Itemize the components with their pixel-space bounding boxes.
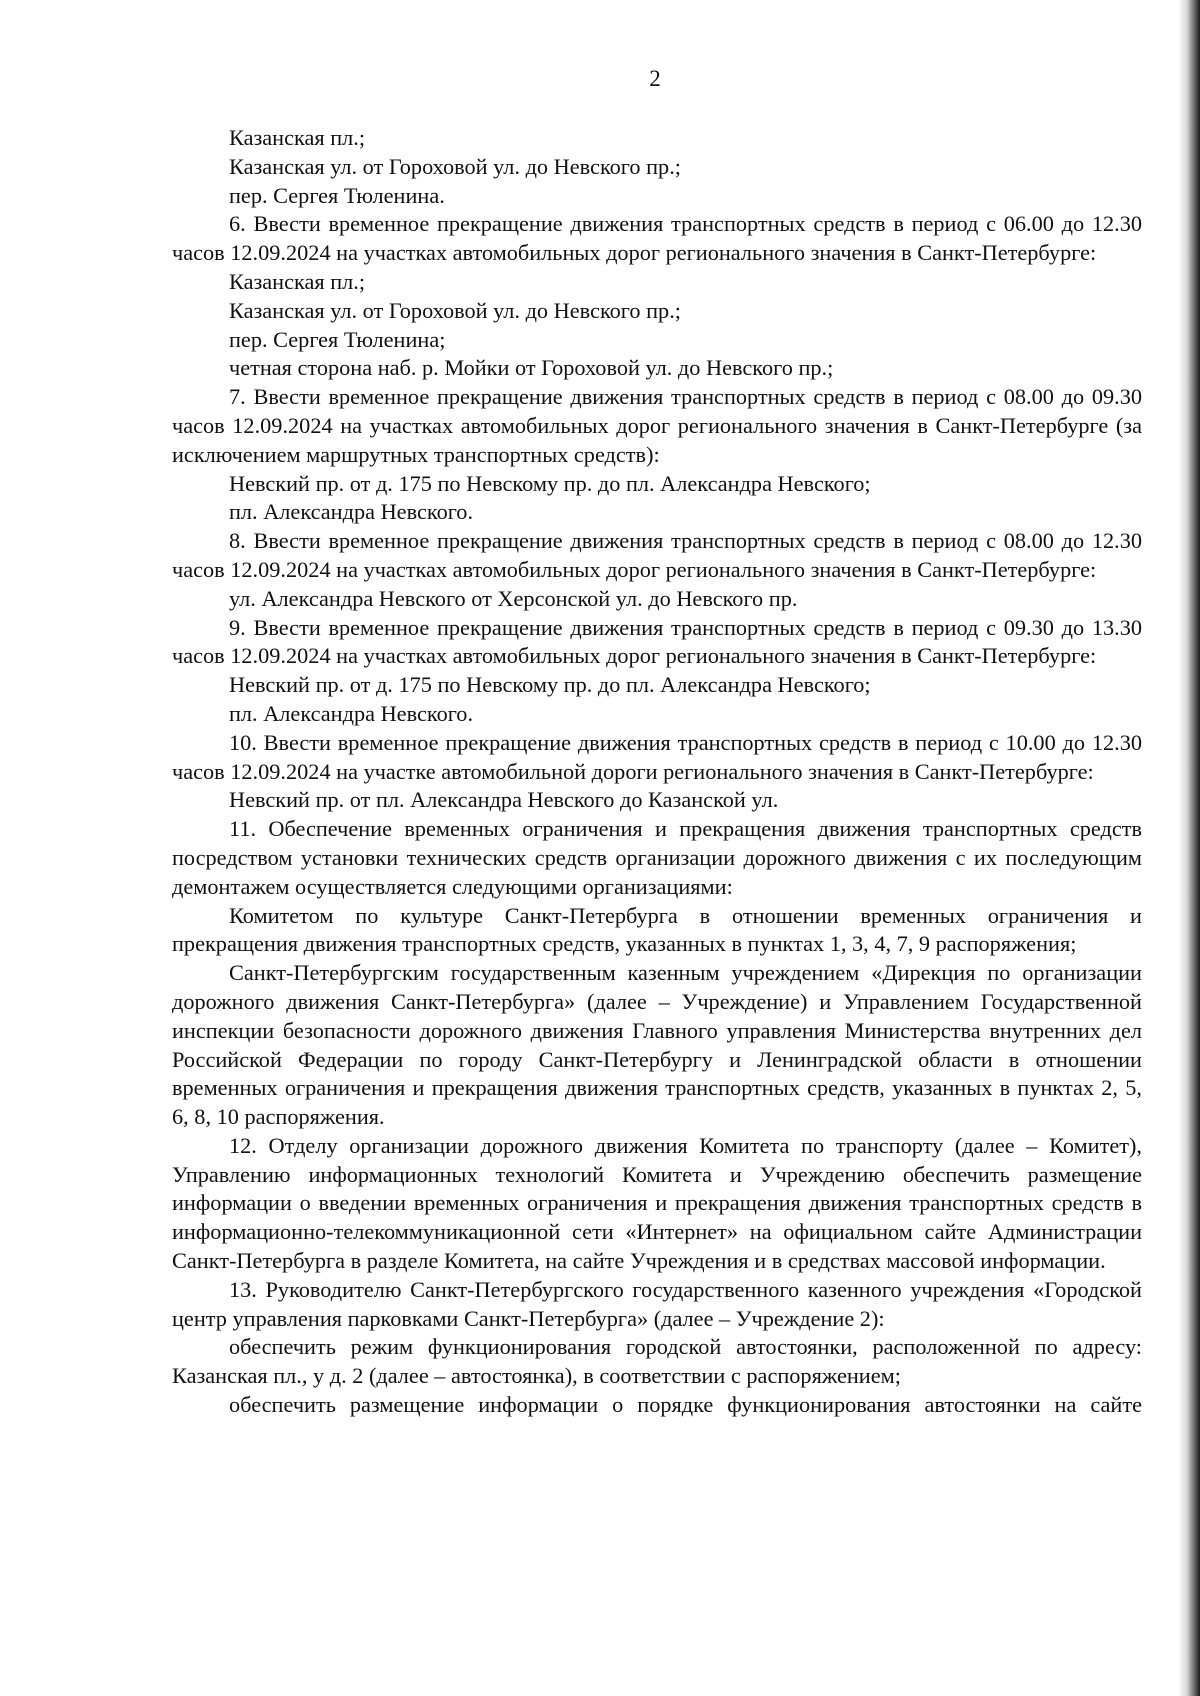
paragraph: Комитетом по культуре Санкт-Петербурга в отношении временных ограничения и прекращения движения транспортных средств, указанных в пунктах 1, 3, 4, 7, 9 распоряжения; bbox=[172, 902, 1142, 957]
list-line: Казанская пл.; bbox=[229, 268, 366, 294]
list-line: Казанская ул. от Гороховой ул. до Невского пр.; bbox=[229, 153, 681, 179]
list-line: Казанская пл.; bbox=[229, 125, 366, 150]
scan-edge-shadow bbox=[1178, 0, 1200, 1696]
paragraph: 8. Ввести временное прекращение движения транспортных средств в период с 08.00 до 12.30 часов 12.09.2024 на участках автомобильных дорог регионального значения в Санкт-Петербурге: bbox=[172, 528, 1142, 582]
list-line: пер. Сергея Тюленина; bbox=[229, 326, 446, 352]
list-line: Казанская ул. от Гороховой ул. до Невского пр.; bbox=[229, 297, 681, 323]
list-line: Невский пр. от д. 175 по Невскому пр. до пл. Александра Невского; bbox=[229, 470, 871, 496]
paragraph: 9. Ввести временное прекращение движения транспортных средств в период с 09.30 до 13.30 часов 12.09.2024 на участках автомобильных дорог регионального значения в Санкт-Петербурге: bbox=[172, 614, 1142, 669]
list-line: Невский пр. от д. 175 по Невскому пр. до пл. Александра Невского; bbox=[229, 672, 871, 698]
paragraph: обеспечить размещение информации о порядке функционирования автостоянки на сайте bbox=[229, 1392, 1142, 1418]
list-line: пер. Сергея Тюленина. bbox=[229, 182, 445, 208]
paragraph: обеспечить режим функционирования городской автостоянки, расположенной по адресу: Казанская пл., у д. 2 (далее – автостоянка), в соответствии с распоряжением; bbox=[172, 1334, 1142, 1389]
list-line: пл. Александра Невского. bbox=[229, 700, 474, 726]
list-line: ул. Александра Невского от Херсонской ул. до Невского пр. bbox=[229, 585, 798, 611]
paragraph: 10. Ввести временное прекращение движения транспортных средств в период с 10.00 до 12.30 часов 12.09.2024 на участке автомобильной дороги регионального значения в Санкт-Петербурге: bbox=[172, 729, 1142, 784]
list-line: четная сторона наб. р. Мойки от Гороховой ул. до Невского пр.; bbox=[229, 355, 834, 381]
list-line: пл. Александра Невского. bbox=[229, 499, 474, 525]
list-line: Невский пр. от пл. Александра Невского до Казанской ул. bbox=[229, 787, 779, 813]
paragraph: 7. Ввести временное прекращение движения транспортных средств в период с 08.00 до 09.30 часов 12.09.2024 на участках автомобильных дорог регионального значения в Санкт-Петербурге (за исключением маршрутных транспортных средств): bbox=[172, 384, 1142, 467]
document-body bbox=[172, 124, 1142, 1420]
paragraph: 13. Руководителю Санкт-Петербургского государственного казенного учреждения «Городской центр управления парковками Санкт-Петербурга» (далее – Учреждение 2): bbox=[172, 1276, 1142, 1331]
paragraph: Санкт-Петербургским государственным казенным учреждением «Дирекция по организации дорожного движения Санкт-Петербурга» (далее – Учреждение) и Управлением Государственной инспекции безопасности дорожного движения Главного управления Министерства внутренних дел Российской Федерации по городу Санкт-Петербургу и Ленинградской области в отношении временных ограничения и прекращения движения транспортных средств, указанных в пунктах 2, 5, 6, 8, 10 распоряжения. bbox=[172, 960, 1142, 1130]
paragraph: 12. Отделу организации дорожного движения Комитета по транспорту (далее – Комитет), Управлению информационных технологий Комитета и Учреждению обеспечить размещение информации о введении временных ограничения и прекращения движения транспортных средств в информационно-телекоммуникационной сети «Интернет» на официальном сайте Администрации Санкт-Петербурга в разделе Комитета, на сайте Учреждения и в средствах массовой информации. bbox=[172, 1132, 1142, 1274]
page-number: 2 bbox=[649, 66, 661, 91]
paragraph: 6. Ввести временное прекращение движения транспортных средств в период с 06.00 до 12.30 часов 12.09.2024 на участках автомобильных дорог регионального значения в Санкт-Петербурге: bbox=[172, 211, 1142, 266]
paragraph: 11. Обеспечение временных ограничения и прекращения движения транспортных средств посредством установки технических средств организации дорожного движения с их последующим демонтажем осуществляется следующими организациями: bbox=[172, 816, 1142, 899]
